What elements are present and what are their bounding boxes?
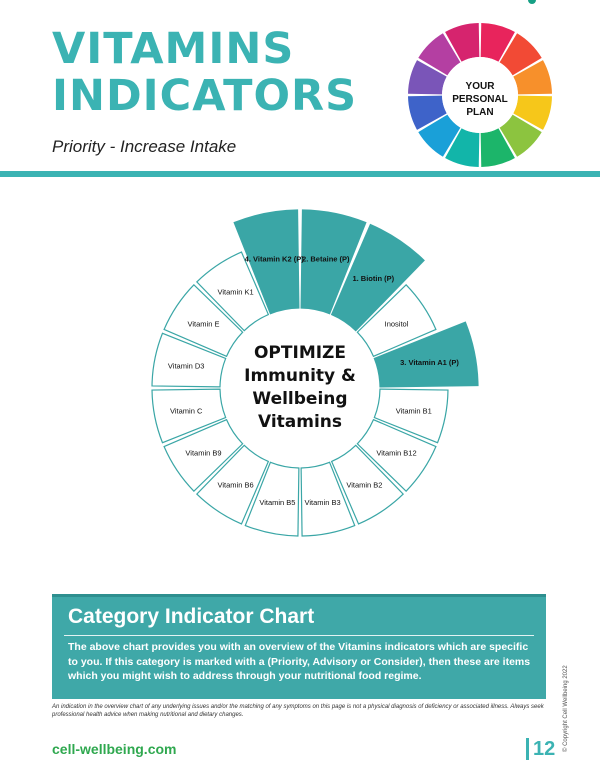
page-number: 12 <box>526 738 555 760</box>
badge-line-1: YOUR <box>465 81 495 92</box>
top-decoration <box>528 0 536 4</box>
chart-segment-label: Vitamin D3 <box>167 361 205 371</box>
chart-segment-label: 3. Vitamin A1 (P) <box>400 358 459 368</box>
chart-segment-label: 1. Biotin (P) <box>352 274 395 284</box>
chart-segment-label: Inositol <box>384 319 409 329</box>
category-indicator-panel <box>52 594 546 699</box>
badge-line-2: PERSONAL <box>452 94 508 105</box>
category-divider <box>64 635 534 636</box>
chart-segment-label: Vitamin B12 <box>376 448 417 458</box>
vitamins-indicator-chart <box>120 208 480 568</box>
page-title-line-1: VITAMINS <box>52 24 295 74</box>
chart-segment-label: Vitamin K1 <box>217 287 254 297</box>
chart-center-line-4: Vitamins <box>257 412 343 432</box>
personal-plan-badge <box>405 20 555 170</box>
chart-segment-label: Vitamin C <box>170 406 203 416</box>
page-title-line-2: INDICATORS <box>52 71 358 121</box>
chart-segment-label: 4. Vitamin K2 (P) <box>244 254 304 264</box>
chart-segment-label: Vitamin B3 <box>304 497 341 507</box>
page-subtitle: Priority - Increase Intake <box>52 137 237 156</box>
chart-segment-label: Vitamin B2 <box>346 480 383 490</box>
chart-center-line-2: Immunity & <box>244 366 356 386</box>
category-description: The above chart provides you with an overview of the Vitamins indicators which are specific to you. If this category is marked with a (Priority, Advisory or Consider), then these are items which you might wish to address through your nutritional food regime. <box>68 641 531 682</box>
chart-center-line-1: OPTIMIZE <box>253 343 347 363</box>
badge-line-3: PLAN <box>466 107 494 118</box>
category-title: Category Indicator Chart <box>68 605 315 628</box>
copyright-notice: © Copyright Cell Wellbeing 2022 <box>563 665 569 752</box>
chart-segment-label: Vitamin E <box>187 319 220 329</box>
chart-segment-label: Vitamin B1 <box>395 406 432 416</box>
header-divider <box>0 171 600 177</box>
chart-segment-label: Vitamin B5 <box>259 497 296 507</box>
chart-segment-label: Vitamin B9 <box>185 448 222 458</box>
chart-segment-label: Vitamin B6 <box>217 480 254 490</box>
chart-segment-label: 2. Betaine (P) <box>302 254 350 264</box>
chart-center-line-3: Wellbeing <box>252 389 348 409</box>
footer-website-link[interactable]: cell-wellbeing.com <box>52 741 177 757</box>
disclaimer-text: An indication in the overview chart of any underlying issues and/or the matching of any symptoms on this page is not a physical diagnosis of deficiency or associated illness. Always seek professional health advice when making nutritional and dietary changes. <box>52 704 544 718</box>
page-title <box>52 26 357 120</box>
